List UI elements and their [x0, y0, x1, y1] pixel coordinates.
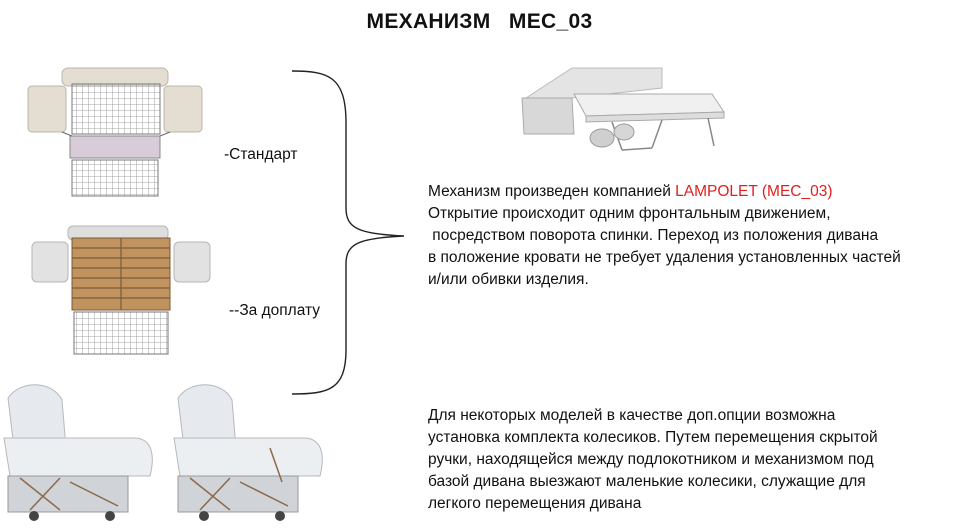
- manufacturer-brand: LAMPOLET (MEC_03): [675, 183, 833, 200]
- description-line-5: и/или обивки изделия.: [428, 271, 589, 288]
- description-line-3: посредством поворота спинки. Переход из положения дивана: [428, 227, 879, 244]
- page-title: МЕХАНИЗМ MEC_03: [366, 10, 593, 33]
- wheels-description: [428, 405, 878, 515]
- brace-shape: [288, 68, 408, 398]
- mechanism-description: [428, 181, 901, 291]
- wheels-line-1: Для некоторых моделей в качестве доп.опции возможна: [428, 407, 836, 424]
- wheels-line-2: установка комплекта колесиков. Путем перемещения скрытой: [428, 429, 878, 446]
- description-line-2: Открытие происходит одним фронтальным движением,: [428, 205, 831, 222]
- description-prefix: Механизм произведен компанией: [428, 183, 676, 200]
- description-line-1: [428, 181, 901, 203]
- opened-sofa-bed-image: [512, 58, 732, 160]
- wheels-line-4: базой дивана выезжают маленькие колесики, служащие для: [428, 473, 866, 490]
- option-standard-label: -Стандарт: [224, 146, 298, 163]
- option-extra-label: --За доплату: [229, 302, 321, 319]
- sofa-wheels-image-1: [0, 378, 160, 526]
- sofa-wheels-image-2: [170, 378, 330, 526]
- wheels-line-3: ручки, находящейся между подлокотником и механизмом под: [428, 451, 874, 468]
- sofa-bed-mesh-image: [22, 62, 212, 202]
- sofa-bed-slats-image: [28, 222, 216, 360]
- wheels-line-5: легкого перемещения дивана: [428, 495, 642, 512]
- description-line-4: в положение кровати не требует удаления установленных частей: [428, 249, 901, 266]
